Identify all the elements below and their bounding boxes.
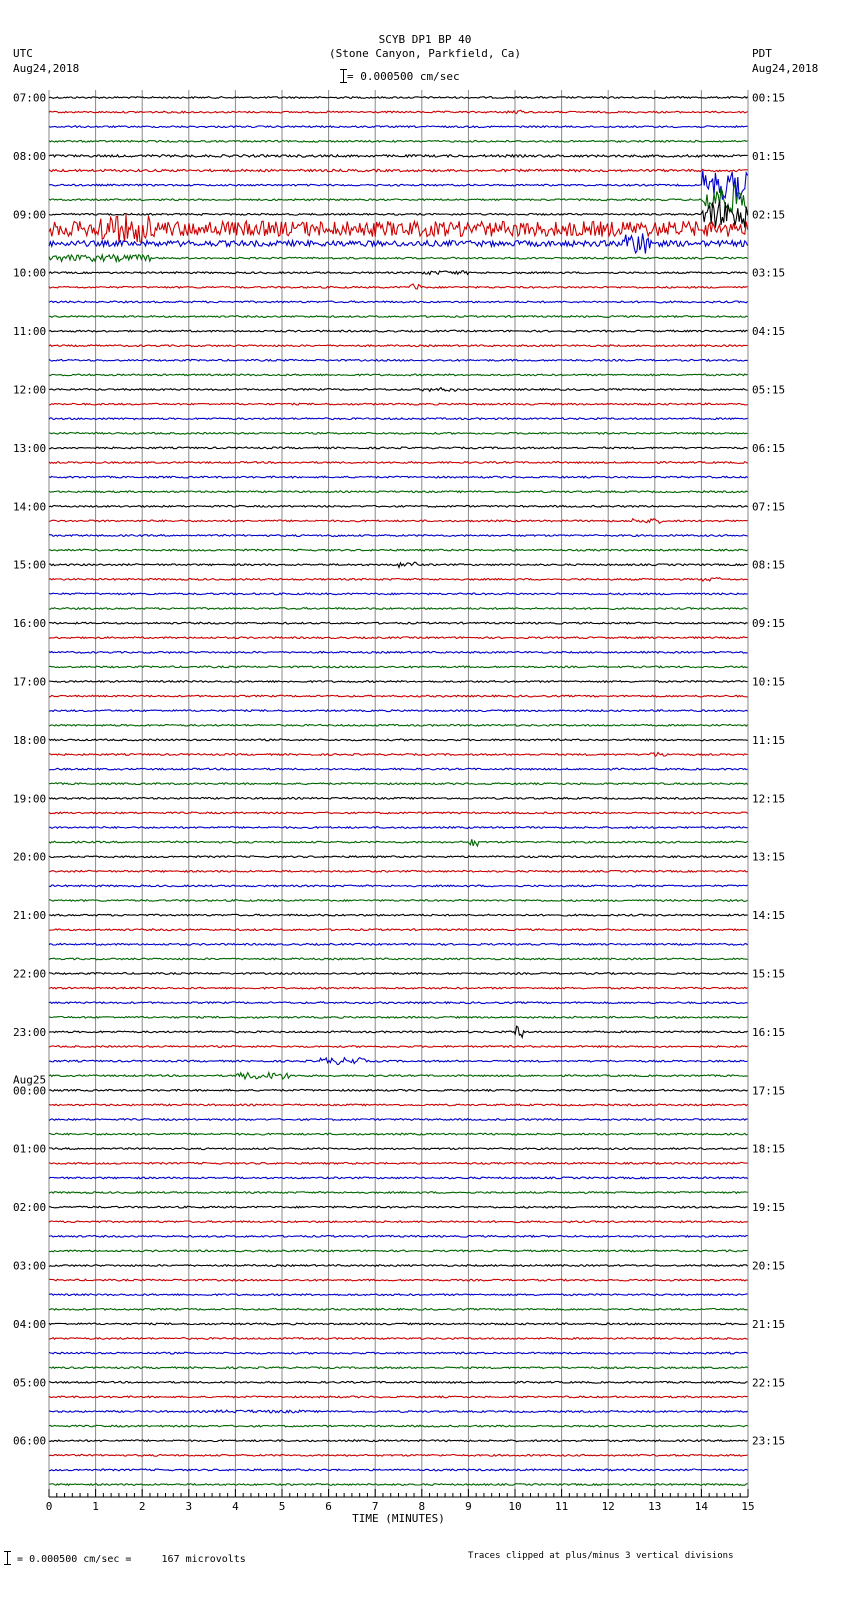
trace-row-95 bbox=[49, 1484, 748, 1486]
utc-hour-label: 01:00 bbox=[13, 1142, 47, 1156]
trace-row-71 bbox=[49, 1133, 748, 1135]
utc-hour-label: 21:00 bbox=[13, 909, 47, 923]
trace-row-26 bbox=[49, 476, 748, 478]
trace-row-82 bbox=[49, 1294, 748, 1296]
trace-row-34 bbox=[49, 593, 748, 595]
trace-row-9 bbox=[49, 215, 748, 244]
trace-row-42 bbox=[49, 710, 748, 712]
utc-hour-label: 14:00 bbox=[13, 500, 47, 514]
trace-row-51 bbox=[49, 839, 748, 846]
footer-microvolts: 167 microvolts bbox=[161, 1554, 246, 1565]
pdt-hour-label: 21:15 bbox=[752, 1317, 786, 1331]
utc-hour-label: 03:00 bbox=[13, 1259, 47, 1273]
trace-row-8 bbox=[49, 201, 748, 228]
pdt-hour-label: 09:15 bbox=[752, 617, 786, 631]
trace-row-47 bbox=[49, 783, 748, 785]
trace-row-32 bbox=[49, 562, 748, 567]
trace-row-17 bbox=[49, 345, 748, 347]
trace-row-67 bbox=[49, 1073, 748, 1079]
trace-row-93 bbox=[49, 1454, 748, 1456]
trace-row-91 bbox=[49, 1425, 748, 1427]
x-tick-label: 3 bbox=[185, 1500, 193, 1513]
pdt-hour-label: 11:15 bbox=[752, 733, 786, 747]
scale-label: = 0.000500 cm/sec bbox=[347, 70, 460, 83]
trace-row-41 bbox=[49, 695, 748, 697]
pdt-hour-label: 07:15 bbox=[752, 500, 786, 514]
trace-row-58 bbox=[49, 943, 748, 945]
pdt-hour-label: 08:15 bbox=[752, 558, 786, 572]
trace-row-52 bbox=[49, 856, 748, 858]
pdt-hour-label: 05:15 bbox=[752, 383, 786, 397]
trace-row-0 bbox=[49, 97, 748, 99]
pdt-hour-label: 10:15 bbox=[752, 675, 786, 689]
x-tick-label: 14 bbox=[694, 1500, 709, 1513]
utc-hour-label: 19:00 bbox=[13, 792, 47, 806]
trace-row-79 bbox=[49, 1250, 748, 1252]
trace-rows bbox=[49, 97, 748, 1486]
x-tick-label: 5 bbox=[278, 1500, 286, 1513]
trace-row-28 bbox=[49, 505, 748, 507]
utc-hour-label: 00:00 bbox=[13, 1084, 47, 1098]
utc-hour-label: 17:00 bbox=[13, 675, 47, 689]
utc-hour-label: 02:00 bbox=[13, 1201, 47, 1215]
pdt-hour-label: 14:15 bbox=[752, 909, 786, 923]
trace-row-65 bbox=[49, 1046, 748, 1048]
trace-row-45 bbox=[49, 752, 748, 756]
trace-row-13 bbox=[49, 284, 748, 289]
pdt-hour-label: 17:15 bbox=[752, 1084, 786, 1098]
trace-row-50 bbox=[49, 827, 748, 829]
trace-row-68 bbox=[49, 1089, 748, 1091]
trace-row-43 bbox=[49, 724, 748, 726]
clip-note: Traces clipped at plus/minus 3 vertical divisions bbox=[468, 1551, 734, 1561]
pdt-hour-label: 18:15 bbox=[752, 1142, 786, 1156]
trace-row-35 bbox=[49, 608, 748, 610]
right-timezone: PDT bbox=[752, 47, 772, 60]
trace-row-70 bbox=[49, 1119, 748, 1121]
trace-row-6 bbox=[49, 171, 748, 200]
x-tick-label: 13 bbox=[648, 1500, 662, 1513]
utc-hour-label: 23:00 bbox=[13, 1025, 47, 1039]
pdt-hour-label: 03:15 bbox=[752, 266, 786, 280]
utc-hour-label: 22:00 bbox=[13, 967, 47, 981]
trace-row-49 bbox=[49, 812, 748, 814]
chart-title: SCYB DP1 BP 40 bbox=[378, 33, 472, 46]
trace-row-21 bbox=[49, 403, 748, 405]
pdt-hour-label: 04:15 bbox=[752, 325, 786, 339]
trace-row-19 bbox=[49, 374, 748, 376]
trace-row-40 bbox=[49, 681, 748, 683]
trace-row-23 bbox=[49, 432, 748, 434]
trace-row-80 bbox=[49, 1265, 748, 1267]
trace-row-64 bbox=[49, 1026, 748, 1037]
utc-hour-label: 06:00 bbox=[13, 1434, 47, 1448]
x-tick-label: 11 bbox=[554, 1500, 569, 1513]
trace-row-84 bbox=[49, 1323, 748, 1325]
trace-row-22 bbox=[49, 418, 748, 420]
trace-row-12 bbox=[49, 271, 748, 275]
pdt-hour-label: 15:15 bbox=[752, 967, 786, 981]
utc-hour-label: 09:00 bbox=[13, 208, 47, 222]
x-tick-label: 6 bbox=[325, 1500, 332, 1513]
trace-row-24 bbox=[49, 447, 748, 449]
trace-row-72 bbox=[49, 1148, 748, 1150]
utc-hour-label: 11:00 bbox=[13, 325, 47, 339]
trace-row-86 bbox=[49, 1352, 748, 1354]
pdt-hour-label: 06:15 bbox=[752, 441, 786, 455]
trace-row-20 bbox=[49, 388, 748, 392]
trace-row-54 bbox=[49, 885, 748, 887]
trace-row-7 bbox=[49, 185, 748, 213]
utc-hour-label: 12:00 bbox=[13, 383, 47, 397]
trace-row-90 bbox=[49, 1410, 748, 1413]
trace-row-74 bbox=[49, 1177, 748, 1179]
pdt-hour-label: 20:15 bbox=[752, 1259, 786, 1273]
x-tick-label: 12 bbox=[601, 1500, 615, 1513]
x-tick-label: 7 bbox=[371, 1500, 379, 1513]
left-date: Aug24,2018 bbox=[13, 62, 80, 75]
trace-row-88 bbox=[49, 1381, 748, 1383]
trace-row-2 bbox=[49, 126, 748, 128]
pdt-hour-label: 13:15 bbox=[752, 850, 786, 864]
x-tick-label: 9 bbox=[465, 1500, 472, 1513]
trace-row-73 bbox=[49, 1162, 748, 1164]
trace-row-78 bbox=[49, 1235, 748, 1237]
day-change-label: Aug25 bbox=[13, 1073, 47, 1087]
trace-row-87 bbox=[49, 1367, 748, 1369]
trace-row-15 bbox=[49, 316, 748, 318]
trace-row-75 bbox=[49, 1192, 748, 1194]
pdt-hour-label: 22:15 bbox=[752, 1376, 786, 1390]
trace-row-92 bbox=[49, 1440, 748, 1442]
x-tick-label: 10 bbox=[508, 1500, 522, 1513]
trace-row-48 bbox=[49, 797, 748, 799]
utc-hour-label: 07:00 bbox=[13, 91, 47, 105]
trace-row-5 bbox=[49, 169, 748, 171]
trace-row-69 bbox=[49, 1104, 748, 1106]
right-date: Aug24,2018 bbox=[752, 62, 819, 75]
pdt-hour-label: 16:15 bbox=[752, 1025, 786, 1039]
pdt-hour-label: 00:15 bbox=[752, 91, 786, 105]
trace-row-18 bbox=[49, 359, 748, 361]
trace-row-57 bbox=[49, 929, 748, 931]
x-tick-label: 0 bbox=[45, 1500, 53, 1513]
trace-row-85 bbox=[49, 1338, 748, 1340]
trace-row-1 bbox=[49, 110, 748, 113]
station-subtitle: (Stone Canyon, Parkfield, Ca) bbox=[328, 47, 522, 60]
trace-row-53 bbox=[49, 870, 748, 872]
trace-row-62 bbox=[49, 1002, 748, 1004]
trace-row-60 bbox=[49, 973, 748, 975]
trace-row-77 bbox=[49, 1221, 748, 1223]
utc-hour-label: 04:00 bbox=[13, 1317, 47, 1331]
pdt-hour-label: 01:15 bbox=[752, 149, 786, 163]
trace-row-76 bbox=[49, 1206, 748, 1208]
trace-row-83 bbox=[49, 1308, 748, 1310]
trace-row-55 bbox=[49, 900, 748, 902]
footer-scale bbox=[4, 1551, 246, 1566]
trace-row-30 bbox=[49, 535, 748, 537]
pdt-hour-label: 12:15 bbox=[752, 792, 786, 806]
trace-row-94 bbox=[49, 1469, 748, 1471]
time-axis bbox=[46, 1489, 755, 1525]
footer-scale-text: = 0.000500 cm/sec = bbox=[17, 1554, 132, 1565]
footer-scale-bar-icon bbox=[4, 1551, 11, 1565]
utc-hour-label: 20:00 bbox=[13, 850, 47, 864]
utc-hour-label: 10:00 bbox=[13, 266, 47, 280]
trace-row-44 bbox=[49, 739, 748, 741]
trace-row-63 bbox=[49, 1016, 748, 1018]
pdt-hour-label: 23:15 bbox=[752, 1434, 786, 1448]
trace-row-31 bbox=[49, 549, 748, 551]
x-tick-label: 15 bbox=[741, 1500, 755, 1513]
pdt-hour-label: 02:15 bbox=[752, 208, 786, 222]
trace-row-59 bbox=[49, 958, 748, 960]
x-axis-label: TIME (MINUTES) bbox=[352, 1512, 445, 1525]
utc-hour-label: 16:00 bbox=[13, 617, 47, 631]
trace-row-25 bbox=[49, 462, 748, 464]
trace-row-33 bbox=[49, 578, 748, 582]
trace-row-29 bbox=[49, 519, 748, 524]
pdt-hour-label: 19:15 bbox=[752, 1201, 786, 1215]
utc-hour-label: 05:00 bbox=[13, 1376, 47, 1390]
x-tick-label: 4 bbox=[232, 1500, 239, 1513]
trace-row-3 bbox=[49, 140, 748, 142]
trace-row-66 bbox=[49, 1058, 748, 1065]
trace-row-89 bbox=[49, 1396, 748, 1398]
left-timezone: UTC bbox=[13, 47, 33, 60]
trace-row-37 bbox=[49, 637, 748, 639]
trace-row-4 bbox=[49, 155, 748, 157]
utc-hour-label: 18:00 bbox=[13, 733, 47, 747]
trace-row-56 bbox=[49, 914, 748, 916]
trace-row-11 bbox=[49, 255, 748, 262]
trace-row-36 bbox=[49, 622, 748, 624]
utc-hour-label: 08:00 bbox=[13, 149, 47, 163]
trace-row-38 bbox=[49, 651, 748, 653]
trace-row-61 bbox=[49, 987, 748, 989]
utc-hour-label: 15:00 bbox=[13, 558, 47, 572]
trace-row-16 bbox=[49, 330, 748, 332]
trace-row-14 bbox=[49, 301, 748, 303]
x-tick-label: 1 bbox=[92, 1500, 99, 1513]
trace-row-27 bbox=[49, 491, 748, 493]
trace-row-46 bbox=[49, 768, 748, 770]
utc-hour-label: 13:00 bbox=[13, 441, 47, 455]
trace-row-81 bbox=[49, 1279, 748, 1281]
trace-row-39 bbox=[49, 666, 748, 668]
x-tick-label: 2 bbox=[138, 1500, 146, 1513]
x-tick-label: 8 bbox=[418, 1500, 426, 1513]
